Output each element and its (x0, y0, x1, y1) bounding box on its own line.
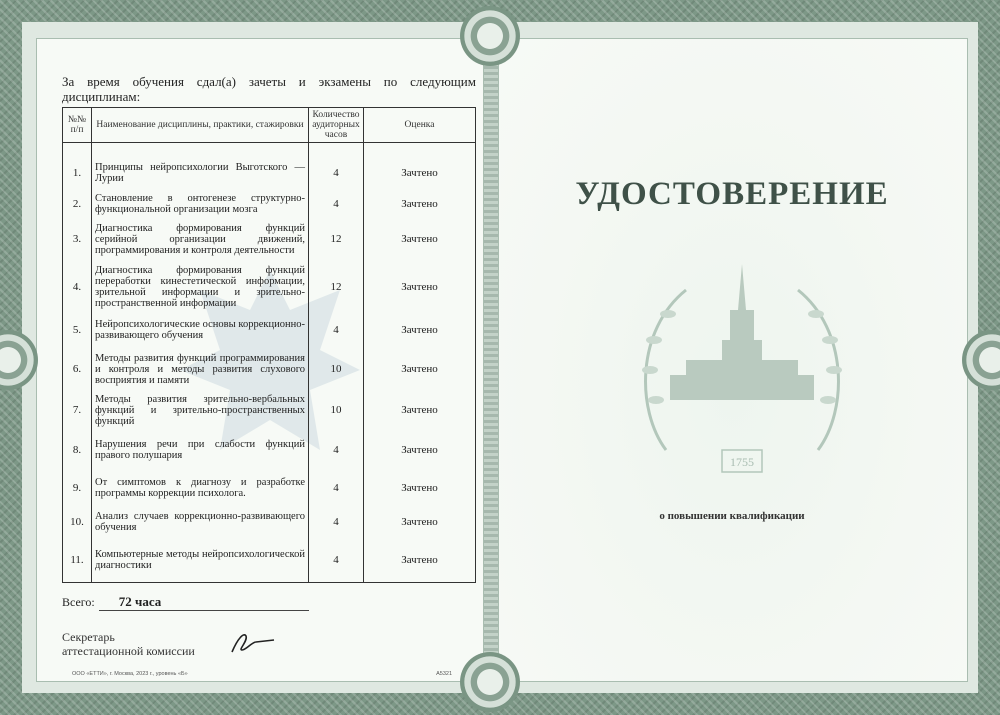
row-grade: Зачтено (364, 430, 476, 470)
row-grade: Зачтено (364, 538, 476, 582)
row-num: 10. (63, 506, 92, 538)
table-row (63, 191, 476, 216)
intro-text: За время обучения сдал(а) зачеты и экзамены по следующим дисциплинам: (62, 74, 476, 104)
row-num: 3. (63, 216, 92, 262)
row-num: 2. (63, 191, 92, 216)
row-num: 1. (63, 155, 92, 191)
table-row (63, 312, 476, 348)
row-name: От симптомов к диагнозу и разработке программы коррекции психолога. (92, 470, 309, 506)
table-row (63, 470, 476, 506)
row-hours: 4 (309, 430, 364, 470)
table-row (63, 348, 476, 390)
secretary-commission: аттестационной комиссии (62, 644, 195, 658)
secretary-block (62, 630, 195, 658)
row-grade: Зачтено (364, 262, 476, 312)
row-grade: Зачтено (364, 216, 476, 262)
table-row (63, 506, 476, 538)
printer-code: А5321 (436, 671, 452, 677)
table-row (63, 262, 476, 312)
row-grade: Зачтено (364, 191, 476, 216)
row-grade: Зачтено (364, 390, 476, 430)
row-name: Методы развития зрительно-вербальных функций и зрительно-пространственных функций (92, 390, 309, 430)
row-hours: 4 (309, 506, 364, 538)
row-name: Нарушения речи при слабости функций правого полушария (92, 430, 309, 470)
row-hours: 4 (309, 191, 364, 216)
row-num: 8. (63, 430, 92, 470)
grades-table (62, 107, 476, 583)
row-hours: 10 (309, 390, 364, 430)
rosette-bottom-icon (460, 652, 520, 712)
emblem-year: 1755 (730, 455, 754, 469)
row-name: Нейропсихологические основы коррекционно-развивающего обучения (92, 312, 309, 348)
row-num: 4. (63, 262, 92, 312)
total-hours (62, 594, 309, 611)
row-name: Диагностика формирования функций переработки кинестетической информации, зрительной информации и зрительно-пространственной информации (92, 262, 309, 312)
row-grade: Зачтено (364, 155, 476, 191)
header-grade: Оценка (364, 108, 476, 143)
secretary-title: Секретарь (62, 630, 115, 644)
printer-note (72, 671, 452, 677)
row-num: 5. (63, 312, 92, 348)
row-grade: Зачтено (364, 506, 476, 538)
total-line (99, 594, 309, 611)
row-grade: Зачтено (364, 470, 476, 506)
row-hours: 4 (309, 312, 364, 348)
row-num: 9. (63, 470, 92, 506)
row-hours: 12 (309, 216, 364, 262)
table-row (63, 155, 476, 191)
total-label: Всего: (62, 595, 95, 609)
total-value: 72 часа (118, 594, 162, 609)
row-num: 11. (63, 538, 92, 582)
row-hours: 4 (309, 538, 364, 582)
row-grade: Зачтено (364, 312, 476, 348)
row-hours: 4 (309, 470, 364, 506)
table-row (63, 390, 476, 430)
row-hours: 12 (309, 262, 364, 312)
table-spacer (63, 143, 476, 156)
row-name: Компьютерные методы нейропсихологической диагностики (92, 538, 309, 582)
row-name: Диагностика формирования функций серийной организации движений, программирования и контроля деятельности (92, 216, 309, 262)
row-name: Анализ случаев коррекционно-развивающего обучения (92, 506, 309, 538)
row-hours: 4 (309, 155, 364, 191)
university-emblem-icon (626, 250, 858, 482)
row-name: Принципы нейропсихологии Выготского — Лурии (92, 155, 309, 191)
table-row (63, 538, 476, 582)
row-grade: Зачтено (364, 348, 476, 390)
header-num: №№ п/п (63, 108, 92, 143)
signature-icon (228, 628, 278, 656)
table-row (63, 430, 476, 470)
header-name: Наименование дисциплины, практики, стажировки (92, 108, 309, 143)
document-subtitle: о повышении квалификации (659, 510, 805, 522)
row-name: Становление в онтогенезе структурно-функциональной организации мозга (92, 191, 309, 216)
header-hours: Количество аудиторных часов (309, 108, 364, 143)
printer-text: ООО «ЕТТИ», г. Москва, 2023 г., уровень «Б» (72, 671, 188, 677)
table-row (63, 216, 476, 262)
rosette-top-icon (460, 6, 520, 66)
document-title: УДОСТОВЕРЕНИЕ (575, 176, 889, 212)
row-num: 6. (63, 348, 92, 390)
row-hours: 10 (309, 348, 364, 390)
row-num: 7. (63, 390, 92, 430)
row-name: Методы развития функций программирования и контроля и методы развития слухового восприятия и памяти (92, 348, 309, 390)
